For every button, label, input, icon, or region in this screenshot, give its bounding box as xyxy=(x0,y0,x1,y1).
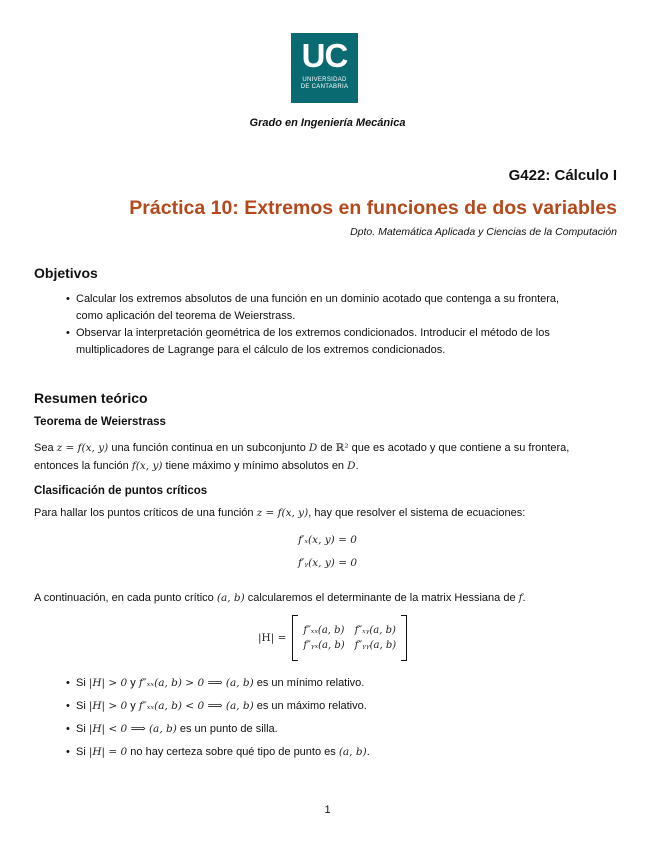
logo-mark: UC xyxy=(301,37,348,74)
classification-case: • Si |H| > 0 y f″ₓₓ(a, b) < 0 ⟹ (a, b) es un máximo relativo. xyxy=(66,695,606,718)
page-number: 1 xyxy=(324,804,331,816)
matrix-cell: f″ₓᵧ(a, b) xyxy=(354,625,396,636)
classification-list xyxy=(66,672,606,764)
logo-text-line1: UNIVERSIDAD xyxy=(302,77,347,83)
equation-fx: f′ₓ(x, y) = 0 xyxy=(298,534,357,546)
classification-case: • Si |H| = 0 no hay certeza sobre qué tipo de punto es (a, b). xyxy=(66,741,606,764)
department-name: Dpto. Matemática Aplicada y Ciencias de la Computación xyxy=(350,226,617,238)
course-code: G422: Cálculo I xyxy=(508,167,617,184)
weierstrass-paragraph: Sea z = f(x, y) una función continua en un subconjunto D de ℝ² que es acotado y que contiene a su frontera, entonces la función f(x, y) tiene máximo y mínimo absolutos en D. xyxy=(34,442,570,472)
hessian-matrix xyxy=(258,615,407,661)
classification-case: • Si |H| < 0 ⟹ (a, b) es un punto de silla. xyxy=(66,718,606,741)
matrix-cell: f″ᵧᵧ(a, b) xyxy=(354,640,397,651)
objective-item: • Observar la interpretación geométrica de los extremos condicionados. Introducir el método de los multiplicadores de Lagrange para el cálculo de los extremos condicionados. xyxy=(66,325,606,359)
matrix-table xyxy=(298,623,401,653)
matrix-right-bracket xyxy=(401,615,407,661)
hessian-intro: A continuación, en cada punto crítico (a, b) calcularemos el determinante de la matrix Hessiana de f. xyxy=(34,592,526,604)
critical-intro: Para hallar los puntos críticos de una función z = f(x, y), hay que resolver el sistema de ecuaciones: xyxy=(34,507,526,519)
objectives-list xyxy=(66,291,606,359)
objectives-heading: Objetivos xyxy=(34,265,98,281)
hessian-label: |H| = xyxy=(258,632,287,644)
equation-fy: f′ᵧ(x, y) = 0 xyxy=(297,557,358,569)
logo-text-line2: DE CANTABRIA xyxy=(300,84,349,90)
critical-points-heading: Clasificación de puntos críticos xyxy=(34,485,208,497)
summary-heading: Resumen teórico xyxy=(34,390,148,406)
classification-case: • Si |H| > 0 y f″ₓₓ(a, b) > 0 ⟹ (a, b) es un mínimo relativo. xyxy=(66,672,606,695)
matrix-cell: f″ᵧₓ(a, b) xyxy=(303,640,345,651)
university-logo xyxy=(291,33,358,103)
objective-item: • Calcular los extremos absolutos de una función en un dominio acotado que contenga a su frontera, como aplicación del teorema de Weierstrass. xyxy=(66,291,606,325)
degree-name: Grado en Ingeniería Mecánica xyxy=(249,117,406,129)
practice-title: Práctica 10: Extremos en funciones de dos variables xyxy=(129,197,617,219)
matrix-cell: f″ₓₓ(a, b) xyxy=(303,625,345,636)
weierstrass-heading: Teorema de Weierstrass xyxy=(34,416,166,428)
